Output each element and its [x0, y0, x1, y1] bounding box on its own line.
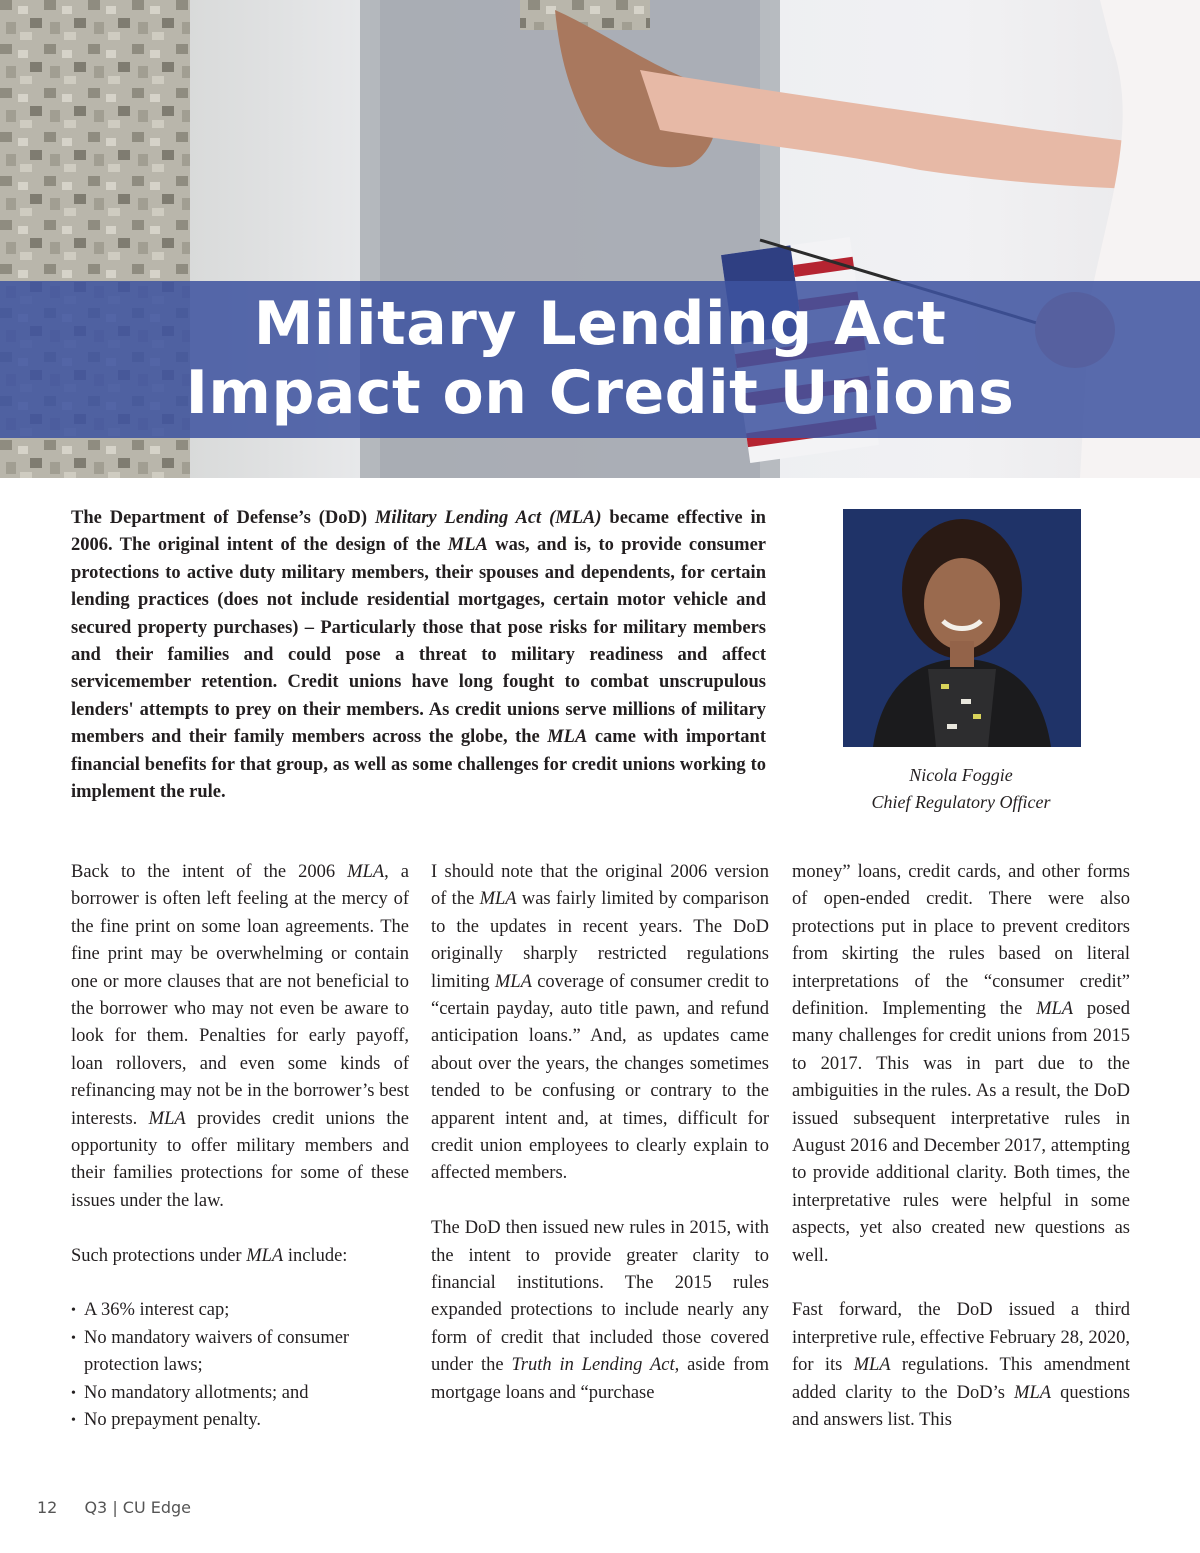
text-run: Such protections under	[71, 1245, 247, 1266]
emphasis: MLA	[1036, 999, 1074, 1020]
intro-text: was, and is, to provide consumer protections to active duty military members, their spouses and dependents, for certain lending practices (does not include residential mortgages, certain motor vehicle and secured property purchases) – Particularly those that pose risks for military members and their families and could pose a threat to military readiness and affect servicemember retention. Credit unions have long fought to combat unscrupulous lenders' attempts to prey on their members. As credit unions serve millions of military members and their family members across the globe, the	[71, 535, 766, 748]
text-run: , aside from mortgage loans and “purchase	[431, 1355, 769, 1403]
intro-emphasis: MLA	[447, 535, 488, 556]
text-run: was fairly limited by comparison to the updates in recent years. The DoD originally sharply restricted regulations limiting	[431, 889, 769, 992]
text-run: I should note that the original 2006 version of the	[431, 862, 769, 910]
intro-text: came with important financial benefits for that group, as well as some challenges for credit unions working to implement the rule.	[71, 727, 766, 803]
list-item: • No prepayment penalty.	[71, 1407, 409, 1434]
text-run: provides credit unions the opportunity to offer military members and their families protections for some of these issues under the law.	[71, 1108, 409, 1211]
text-run: money” loans, credit cards, and other forms of open-ended credit. There were also protections put in place to prevent creditors from skirting the rules based on literal interpretations of the “consumer credit” definition. Implementing the	[792, 862, 1130, 1020]
title-line-2: Impact on Credit Unions	[185, 358, 1015, 428]
author-role: Chief Regulatory Officer	[871, 792, 1051, 812]
emphasis: MLA	[148, 1108, 186, 1129]
emphasis: MLA	[853, 1355, 891, 1376]
paragraph	[431, 1215, 769, 1407]
paragraph	[431, 859, 769, 1188]
author-portrait	[843, 509, 1081, 747]
text-run: coverage of consumer credit to “certain payday, auto title pawn, and refund anticipation loans.” And, as updates came about over the years, the changes sometimes tended to be confusing or contrary to the apparent intent and, at times, difficult for credit union employees to clearly explain to affected members.	[431, 971, 770, 1184]
emphasis: MLA	[1014, 1382, 1052, 1403]
text-run: , a borrower is often left feeling at the mercy of the fine print on some loan agreements. The fine print may be overwhelming or contain one or more clauses that are not beneficial to the borrower who may not even be aware to look for them. Penalties for early payoff, loan rollovers, and even some kinds of refinancing may not be in the borrower’s best interests.	[71, 862, 409, 1129]
text-run: regulations. This amendment added clarity to the DoD’s	[792, 1355, 1130, 1403]
title-line-1: Military Lending Act	[253, 289, 947, 359]
intro-text: became effective in 2006. The original intent of the design of the	[71, 508, 766, 556]
emphasis: Truth in Lending Act	[511, 1355, 675, 1376]
body-column-2	[431, 859, 769, 1435]
paragraph	[71, 1243, 409, 1270]
protections-list	[71, 1297, 409, 1434]
publication-name: Q3 | CU Edge	[84, 1498, 192, 1517]
text-run: The DoD then issued new rules in 2015, with the intent to provide greater clarity to financial institutions. The 2015 rules expanded protections to include nearly any form of credit that included those covered under the	[431, 1218, 769, 1376]
text-run: include:	[283, 1245, 348, 1266]
text-run: posed many challenges for credit unions from 2015 to 2017. This was in part due to the ambiguities in the rules. As a result, the DoD issued subsequent interpretative rules in August 2016 and December 2017, attempting to provide additional clarity. Both times, the interpretative rules were helpful in some aspects, yet also created new questions as well.	[792, 999, 1130, 1266]
paragraph	[792, 859, 1130, 1270]
text-run: Back to the intent of the 2006	[71, 862, 348, 882]
paragraph	[792, 1297, 1130, 1434]
emphasis: MLA	[246, 1245, 284, 1266]
intro-emphasis: Military Lending Act (MLA)	[374, 508, 602, 528]
page-number: 12	[37, 1498, 58, 1517]
author-caption	[800, 762, 1122, 816]
author-name: Nicola Foggie	[909, 765, 1013, 785]
paragraph	[71, 859, 409, 1215]
body-column-1	[71, 859, 409, 1435]
emphasis: MLA	[494, 971, 532, 992]
intro-paragraph	[71, 505, 766, 806]
list-item: • No mandatory waivers of consumer protection laws;	[71, 1325, 384, 1380]
emphasis: MLA	[479, 889, 517, 910]
list-item: • A 36% interest cap;	[71, 1297, 409, 1324]
emphasis: MLA	[347, 862, 385, 882]
intro-emphasis: MLA	[547, 727, 588, 748]
body-column-3	[792, 859, 1130, 1462]
article-title	[0, 290, 1200, 428]
author-photo	[843, 509, 1081, 747]
list-item: • No mandatory allotments; and	[71, 1380, 409, 1407]
intro-text: The Department of Defense’s (DoD)	[71, 508, 375, 528]
page-footer	[37, 1498, 191, 1517]
text-run: Fast forward, the DoD issued a third interpretive rule, effective February 28, 2020, for its	[792, 1300, 1130, 1376]
text-run: questions and answers list. This	[792, 1382, 1130, 1431]
hero-photo	[0, 0, 1200, 478]
